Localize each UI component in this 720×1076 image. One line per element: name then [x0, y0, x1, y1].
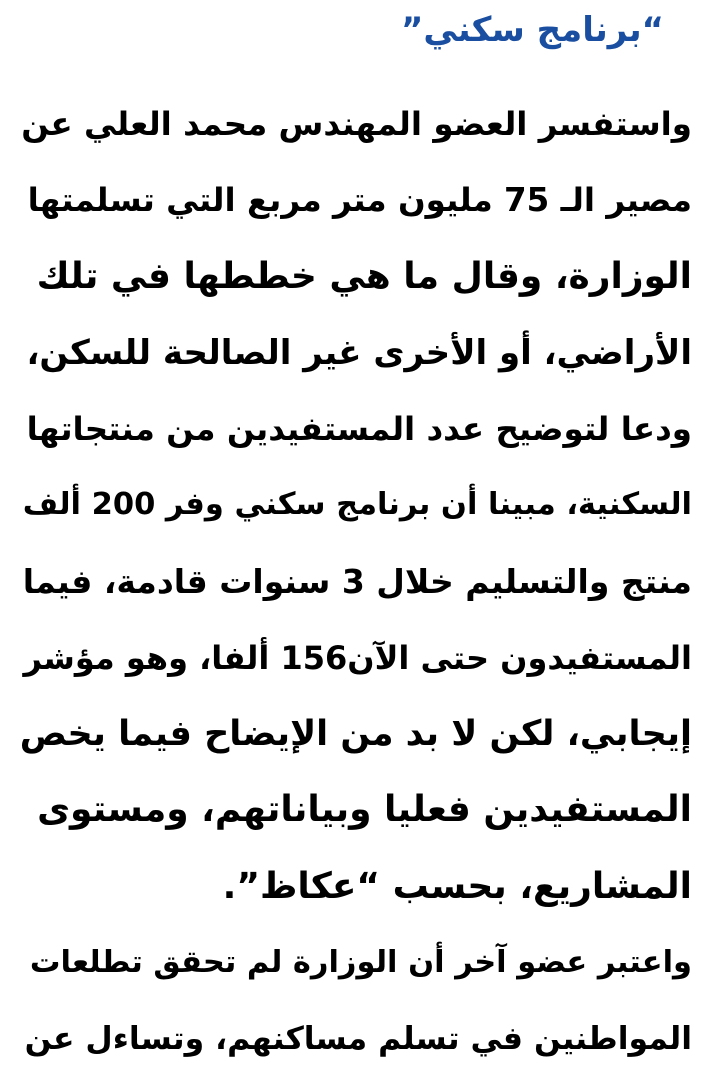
section-heading: “برنامج سكني” [400, 10, 664, 50]
paragraph-line: الأراضي، أو الأخرى غير الصالحة للسكن، [26, 333, 692, 373]
paragraph-line: السكنية، مبينا أن برنامج سكني وفر 200 ألف [22, 487, 692, 522]
paragraph-line: المستفيدين فعليا وبياناتهم، ومستوى [37, 789, 692, 830]
paragraph-line: المستفيدون حتى الآن156 ألفا، وهو مؤشر [23, 639, 692, 677]
paragraph-line: ودعا لتوضيح عدد المستفيدين من منتجاتها [26, 410, 692, 448]
paragraph-line: واستفسر العضو المهندس محمد العلي عن [21, 105, 692, 143]
paragraph-line: منتج والتسليم خلال 3 سنوات قادمة، فيما [22, 562, 692, 601]
paragraph-line: واعتبر عضو آخر أن الوزارة لم تحقق تطلعات [29, 945, 692, 980]
paragraph-line: إيجابي، لكن لا بد من الإيضاح فيما يخص [19, 714, 692, 754]
paragraph-line: الوزارة، وقال ما هي خططها في تلك [36, 256, 692, 297]
paragraph-line: مصير الـ 75 مليون متر مربع التي تسلمتها [27, 181, 692, 219]
paragraph-line: المشاريع، بحسب “عكاظ”. [222, 866, 692, 907]
paragraph-line: المواطنين في تسلم مساكنهم، وتساءل عن [24, 1021, 692, 1057]
